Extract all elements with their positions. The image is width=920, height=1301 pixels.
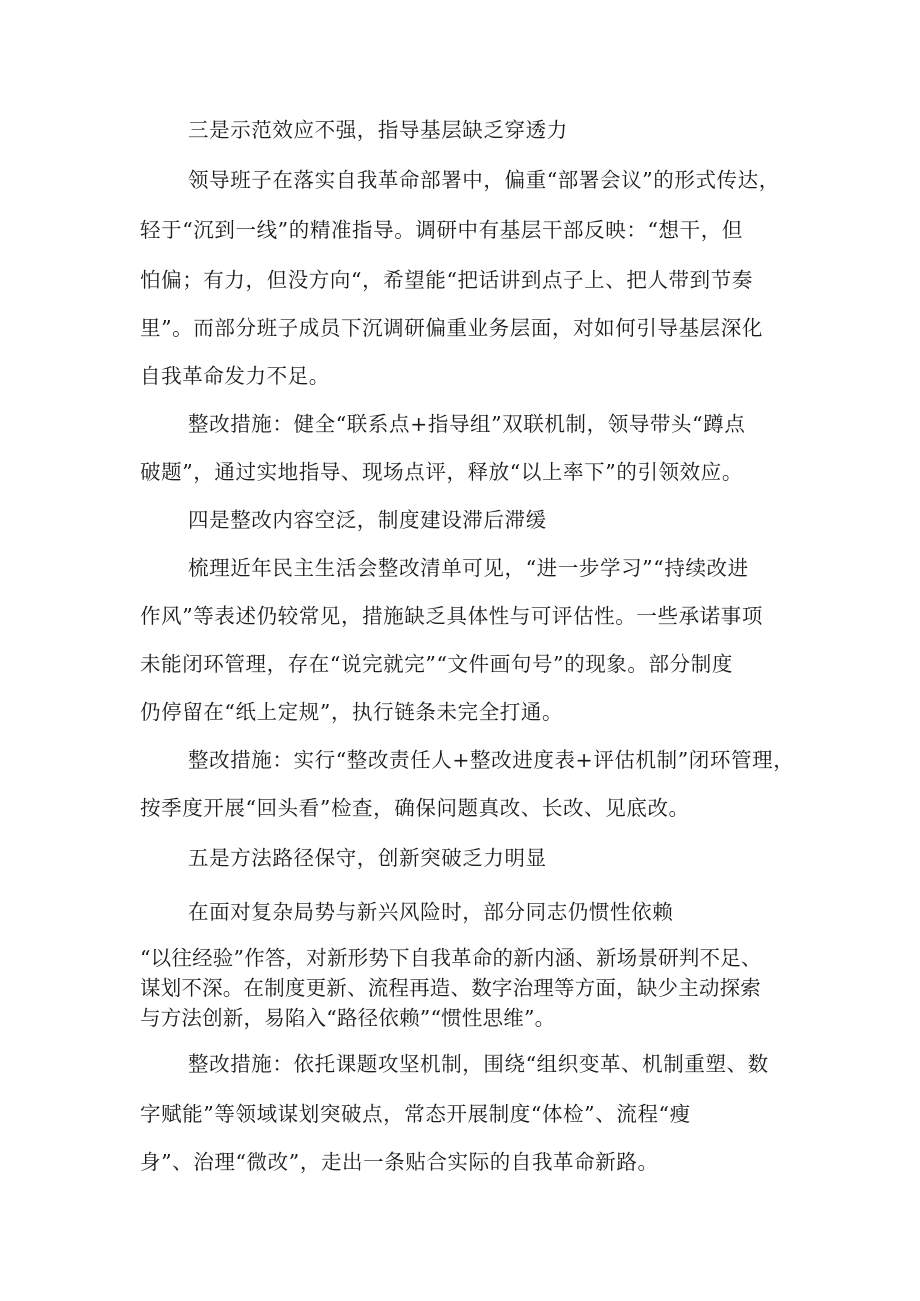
paragraph-line: 自我革命发力不足。 — [140, 364, 330, 388]
paragraph-line: 谋划不深。在制度更新、流程再造、数字治理等方面，缺少主动探索 — [140, 976, 761, 1000]
measure-line: 破题”，通过实地指导、现场点评，释放“以上率下”的引领效应。 — [140, 460, 743, 484]
measure-line: 身”、治理“微改”，走出一条贴合实际的自我革命新路。 — [140, 1150, 659, 1174]
paragraph-line: 作风”等表述仍较常见，措施缺乏具体性与可评估性。一些承诺事项 — [140, 604, 763, 628]
paragraph-line: 领导班子在落实自我革命部署中，偏重“部署会议”的形式传达， — [188, 168, 780, 192]
paragraph-line: 轻于“沉到一线”的精准指导。调研中有基层干部反映：“想干，但 — [140, 218, 743, 242]
paragraph-line: 未能闭环管理，存在“说完就完”“文件画句号”的现象。部分制度 — [140, 652, 733, 676]
measure-line: 按季度开展“回头看”检查，确保问题真改、长改、见底改。 — [140, 796, 690, 820]
paragraph-line: 里”。而部分班子成员下沉调研偏重业务层面，对如何引导基层深化 — [140, 316, 763, 340]
heading-4: 四是整改内容空泛，制度建设滞后滞缓 — [188, 508, 547, 532]
paragraph-line: “以往经验”作答，对新形势下自我革命的新内涵、新场景研判不足、 — [140, 946, 762, 970]
measure-line: 整改措施：健全“联系点+指导组”双联机制，领导带头“蹲点 — [188, 412, 746, 436]
paragraph-line: 怕偏；有力，但没方向“，希望能“把话讲到点子上、把人带到节奏 — [140, 268, 753, 292]
paragraph-line: 梳理近年民主生活会整改清单可见，“进一步学习”“持续改进 — [188, 556, 749, 580]
paragraph-line: 仍停留在“纸上定规”，执行链条未完全打通。 — [140, 700, 564, 724]
paragraph-line: 在面对复杂局势与新兴风险时，部分同志仍惯性依赖 — [188, 900, 674, 924]
measure-line: 整改措施：实行“整改责任人+整改进度表+评估机制”闭环管理， — [188, 748, 795, 772]
paragraph-line: 与方法创新，易陷入“路径依赖”“惯性思维”。 — [140, 1006, 556, 1030]
measure-line: 字赋能”等领域谋划突破点，常态开展制度“体检”、流程“瘦 — [140, 1102, 691, 1126]
heading-3: 三是示范效应不强，指导基层缺乏穿透力 — [188, 118, 568, 142]
measure-line: 整改措施：依托课题攻坚机制，围绕“组织变革、机制重塑、数 — [188, 1052, 769, 1076]
heading-5: 五是方法路径保守，创新突破乏力明显 — [188, 846, 547, 870]
